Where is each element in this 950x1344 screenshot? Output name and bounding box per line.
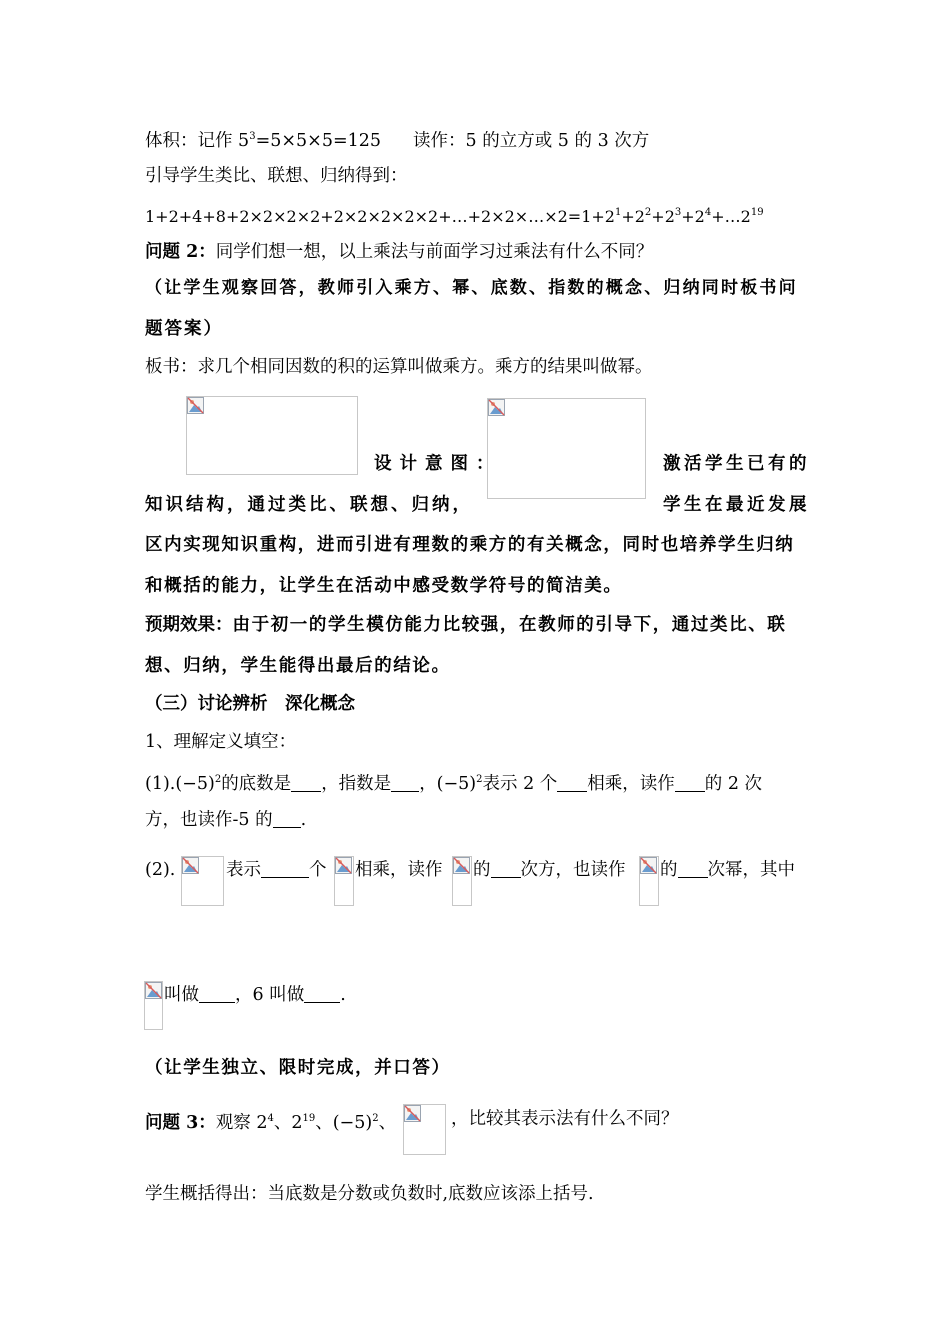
superscript: 2 [372, 1113, 379, 1124]
image-placeholder [487, 398, 646, 499]
fill-2-text [473, 858, 626, 882]
broken-image-icon [187, 397, 204, 414]
text: +2 [651, 207, 675, 226]
text: 、(−5) [315, 1113, 373, 1133]
superscript: 1 [614, 207, 622, 218]
superscript: 19 [750, 207, 764, 218]
text: 方，也读作-5 的 [145, 810, 273, 830]
text: 叫做 [164, 985, 199, 1005]
design-text: 区内实现知识重构，进而引进有理数的乘方的有关概念，同时也培养学生归纳 [145, 535, 795, 555]
note-line-2: 题答案） [145, 319, 223, 339]
question-text: ，比较其表示法有什么不同？ [451, 1109, 679, 1129]
broken-image-icon [453, 857, 470, 874]
expected-effect [145, 613, 786, 637]
expect-label: 预期效果： [145, 615, 233, 635]
broken-image-icon [182, 857, 199, 874]
image-placeholder [452, 856, 472, 906]
broken-image-icon [404, 1105, 421, 1122]
text: 相乘，读作 [587, 774, 675, 794]
design-label: 设计意图： [374, 454, 502, 474]
expect-text: 由于初一的学生模仿能力比较强，在教师的引导下，通过类比、联 [232, 615, 787, 635]
section-heading: （三）讨论辨析 深化概念 [145, 694, 355, 714]
answer-blank[interactable] [675, 773, 705, 792]
superscript: 3 [249, 131, 256, 142]
image-placeholder [181, 856, 224, 906]
note-text: （让学生观察回答，教师引入乘方、幂、底数、指数的概念、归纳同时板书问 [145, 278, 798, 298]
image-placeholder [144, 981, 163, 1030]
design-text: 激活学生已有的 [663, 454, 810, 474]
text: +2 [681, 207, 705, 226]
text: 观察 2 [215, 1113, 268, 1133]
item-heading: 1、理解定义填空： [145, 732, 297, 752]
answer-blank[interactable] [391, 773, 419, 792]
text: (1).(−5) [145, 774, 215, 794]
broken-image-icon [335, 857, 352, 874]
board-text: 板书：求几个相同因数的积的运算叫做乘方。乘方的结果叫做幂。 [145, 357, 653, 377]
text: 的 [473, 860, 491, 880]
question-3 [145, 1107, 396, 1135]
note-line: （让学生独立、限时完成，并口答） [145, 1058, 451, 1078]
expect-text: 想、归纳，学生能得出最后的结论。 [145, 656, 451, 676]
text: ，指数是 [321, 774, 392, 794]
question-text: 同学们想一想，以上乘法与前面学习过乘法有什么不同？ [215, 242, 654, 262]
text: . [340, 985, 346, 1005]
answer-blank[interactable] [273, 809, 301, 828]
answer-blank[interactable] [304, 984, 340, 1003]
design-text: 和概括的能力，让学生在活动中感受数学符号的简洁美。 [145, 576, 623, 596]
text: 的底数是 [221, 774, 292, 794]
superscript: 2 [214, 774, 222, 785]
text: 读作：5 的立方或 5 的 3 次方 [413, 131, 650, 151]
text: . [300, 810, 307, 830]
superscript: 4 [704, 207, 712, 218]
text: 次方，也读作 [520, 860, 626, 880]
image-placeholder [186, 396, 358, 475]
image-placeholder [639, 856, 659, 906]
superscript: 2 [476, 774, 483, 785]
text: ，(−5) [419, 774, 477, 794]
text: 、 [378, 1113, 397, 1133]
image-placeholder [334, 856, 354, 906]
guide-line: 引导学生类比、联想、归纳得到： [145, 166, 408, 186]
answer-blank[interactable] [678, 859, 708, 878]
broken-image-icon [640, 857, 657, 874]
text: 的 2 次 [704, 774, 763, 794]
fill-2-text [660, 858, 795, 882]
fill-1-line-a [145, 768, 762, 796]
answer-blank[interactable] [291, 773, 321, 792]
design-text: 知识结构，通过类比、联想、归纳， [145, 495, 473, 515]
design-text: 学生在最近发展 [663, 495, 810, 515]
fill-1-line-b [145, 808, 306, 832]
superscript: 4 [267, 1113, 274, 1124]
text: 、2 [273, 1113, 303, 1133]
note-line-1 [145, 276, 807, 300]
text: 个 [309, 860, 327, 880]
text: +2 [621, 207, 645, 226]
conclusion-text: 学生概括得出：当底数是分数或负数时,底数应该添上括号. [145, 1184, 594, 1204]
sum-expression [145, 201, 764, 229]
answer-blank[interactable] [557, 773, 587, 792]
broken-image-icon [145, 982, 162, 999]
text: 的 [660, 860, 678, 880]
text: 表示 [226, 860, 261, 880]
question-2 [145, 240, 653, 264]
question-label: 问题 3： [145, 1113, 216, 1133]
superscript: 19 [302, 1113, 316, 1124]
text: ，6 叫做 [235, 985, 305, 1005]
answer-blank[interactable] [199, 984, 235, 1003]
text: 1+2+4+8+2×2×2×2+2×2×2×2×2+…+2×2×…×2=1+2 [145, 207, 615, 226]
answer-blank[interactable] [261, 859, 309, 878]
image-placeholder [403, 1104, 446, 1155]
text: +…2 [711, 207, 751, 226]
question-label: 问题 2： [145, 242, 216, 262]
superscript: 2 [644, 207, 652, 218]
answer-blank[interactable] [491, 859, 521, 878]
text: 体积：记作 5 [145, 131, 250, 151]
text: =5×5×5=125 [255, 131, 382, 151]
superscript: 3 [674, 207, 682, 218]
fill-2-text: 相乘，读作 [355, 860, 443, 880]
broken-image-icon [488, 399, 505, 416]
fill-2-text [226, 858, 327, 882]
text: 次幂，其中 [707, 860, 795, 880]
fill-3-text [164, 983, 346, 1007]
fill-2-label: (2). [145, 860, 176, 880]
volume-line [145, 125, 649, 153]
text: 表示 2 个 [482, 774, 558, 794]
